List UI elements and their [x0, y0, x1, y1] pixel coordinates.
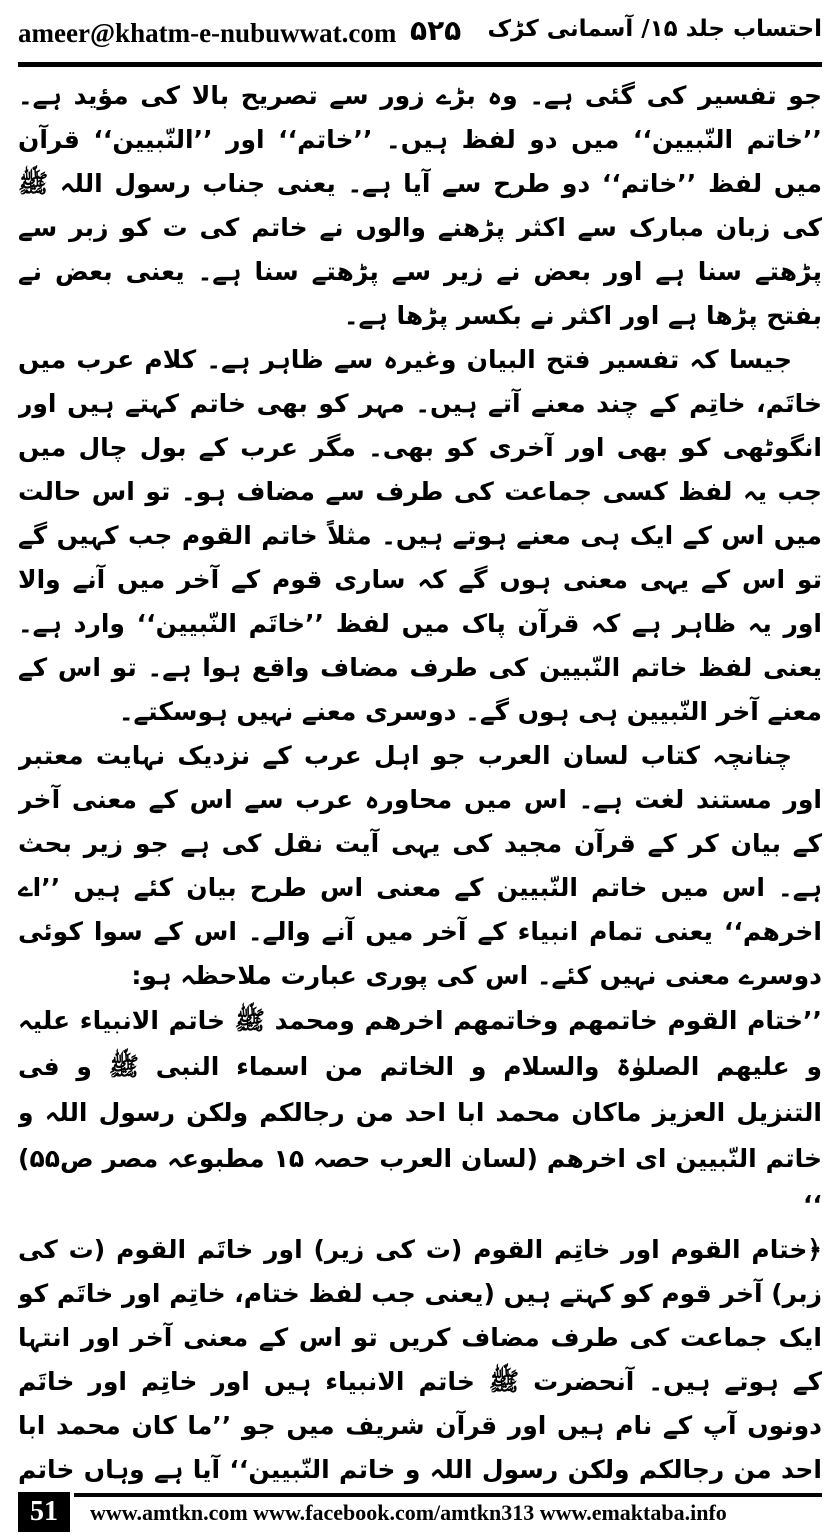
header-title: احتساب جلد ۱۵/ آسمانی کڑک: [487, 16, 822, 42]
footer-rule: [74, 1493, 822, 1497]
page-header: [18, 12, 822, 56]
header-rule: [18, 62, 822, 67]
header-email: ameer@khatm-e-nubuwwat.com: [18, 18, 397, 48]
header-page-number: ۵۲۵: [410, 14, 462, 47]
paragraph-2: جیسا کہ تفسیر فتح البیان وغیرہ سے ظاہر ہے۔ کلام عرب میں خاتَم، خاتِم کے چند معنے آتے ہیں۔ مہر کو بھی خاتم کہتے ہیں اور انگوٹھی کو بھی اور آخری کو بھی۔ مگر عرب کے بول چال میں جب یہ لفظ کسی جماعت کی طرف سے مضاف ہو۔ تو اس حالت میں اس کے ایک ہی معنے ہوتے ہیں۔ مثلاً خاتم القوم جب کہیں گے تو اس کے یہی معنی ہوں گے کہ ساری قوم کے آخر میں آنے والا اور یہ ظاہر ہے کہ قرآن پاک میں لفظ ’’خاتَم النّبیین‘‘ وارد ہے۔ یعنی لفظ خاتم النّبیین کی طرف مضاف واقع ہوا ہے۔ تو اس کے معنے آخر النّبیین ہی ہوں گے۔ دوسری معنے نہیں ہوسکتے۔: [18, 345, 822, 726]
footer-links: www.amtkn.com www.facebook.com/amtkn313 www.emaktaba.info: [90, 1500, 727, 1525]
footer-page-number: 51: [18, 1492, 70, 1532]
translation-paragraph: ﴿ختام القوم اور خاتِم القوم (ت کی زیر) اور خاتَم القوم (ت کی زبر) آخر قوم کو کہتے ہیں (یعنی جب لفظ ختام، خاتِم اور خاتَم کو ایک جماعت کی طرف مضاف کریں تو اس کے معنی آخر اور انتہا کے ہوتے ہیں۔ آنحضرت ﷺ خاتم الانبیاء ہیں اور خاتِم اور خاتَم دونوں آپ کے نام ہیں اور قرآن شریف میں جو ’’ما کان محمد ابا احد من رجالکم ولکن رسول اللہ و خاتم النّبیین‘‘ آیا ہے وہاں خاتم: [18, 1235, 822, 1484]
arabic-quote: ’’ختام القوم خاتمھم وخاتمھم اخرھم ومحمد ﷺ خاتم الانبیاء علیہ و علیھم الصلوٰۃ والسلام و الخاتم من اسماء النبی ﷺ و فی التنزیل العزیز ماکان محمد ابا احد من رجالکم ولکن رسول اللہ و خاتم النّبیین ای اخرھم (لسان العرب حصہ ۱۵ مطبوعہ مصر ص۵۵) ‘‘: [18, 1006, 822, 1219]
paragraph-3: چنانچہ کتاب لسان العرب جو اہل عرب کے نزدیک نہایت معتبر اور مستند لغت ہے۔ اس میں محاورہ عرب سے اس کے معنی آخر کے بیان کر کے قرآن مجید کی یہی آیت نقل کی ہے جو زیر بحث ہے۔ اس میں خاتم النّبیین کے معنی اس طرح بیان کئے ہیں ’’اے اخرھم‘‘ یعنی تمام انبیاء کے آخر میں آنے والے۔ اس کے سوا کوئی دوسرے معنی نہیں کئے۔ اس کی پوری عبارت ملاحظہ ہو:: [18, 741, 822, 990]
page-body: [18, 74, 822, 1486]
paragraph-1: جو تفسیر کی گئی ہے۔ وہ بڑے زور سے تصریح بالا کی مؤید ہے۔ ’’خاتم النّبیین‘‘ میں دو لفظ ہیں۔ ’’خاتم‘‘ اور ’’النّبیین‘‘ قرآن میں لفظ ’’خاتم‘‘ دو طرح سے آیا ہے۔ یعنی جناب رسول اللہ ﷺ کی زبان مبارک سے اکثر پڑھنے والوں نے خاتم کی ت کو زبر سے پڑھتے سنا ہے اور بعض نے زیر سے پڑھتے سنا ہے۔ یعنی بعض نے بفتح پڑھا ہے اور اکثر نے بکسر پڑھا ہے۔: [18, 81, 822, 330]
page-footer: [18, 1492, 822, 1532]
